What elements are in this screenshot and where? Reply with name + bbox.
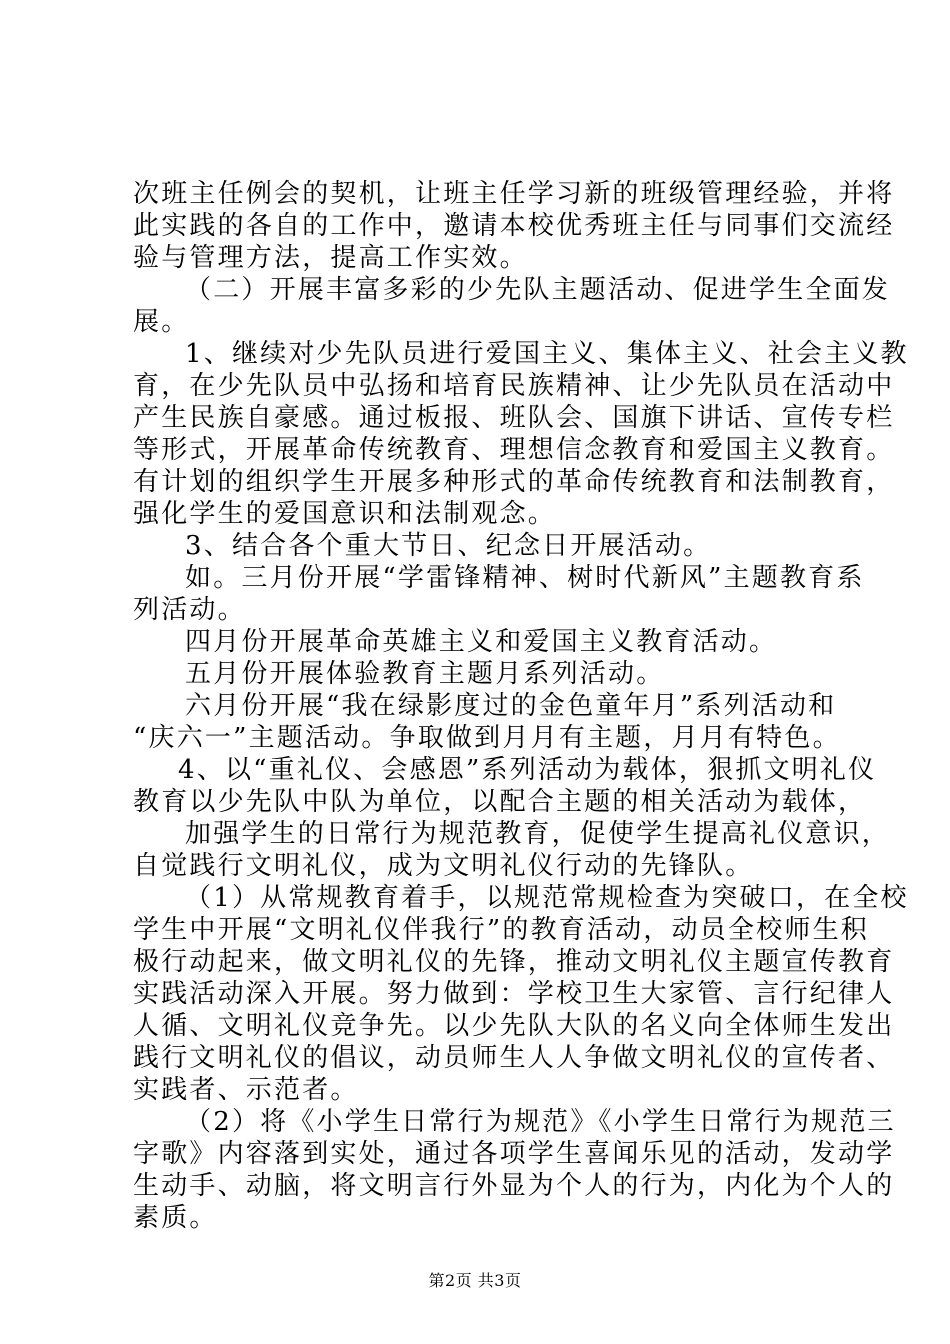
- paragraph-line: 此实践的各自的工作中，邀请本校优秀班主任与同事们交流经: [133, 211, 895, 241]
- paragraph-line: 四月份开展革命英雄主义和爱国主义教育活动。: [185, 627, 778, 657]
- paragraph-line: 产生民族自豪感。通过板报、班队会、国旗下讲话、宣传专栏: [133, 403, 895, 433]
- paragraph-line: 次班主任例会的契机，让班主任学习新的班级管理经验，并将: [133, 179, 895, 209]
- paragraph-line: 人循、文明礼仪竞争先。以少先队大队的名义向全体师生发出: [133, 1011, 895, 1041]
- section-heading-line: 展。: [133, 307, 190, 337]
- paragraph-line: 践行文明礼仪的倡议，动员师生人人争做文明礼仪的宣传者、: [133, 1043, 895, 1073]
- paragraph-line: 字歌》内容落到实处，通过各项学生喜闻乐见的活动，发动学: [133, 1139, 895, 1169]
- paragraph-line: 实践者、示范者。: [133, 1075, 359, 1105]
- paragraph-line: 有计划的组织学生开展多种形式的革命传统教育和法制教育，: [133, 467, 895, 497]
- paragraph-line: 如。三月份开展“学雷锋精神、树时代新风”主题教育系: [185, 563, 865, 593]
- paragraph-line: （1）从常规教育着手，以规范常规检查为突破口，在全校: [185, 883, 909, 913]
- paragraph-line: 4、以“重礼仪、会感恩”系列活动为载体，狠抓文明礼仪: [178, 755, 877, 785]
- paragraph-line: 生动手、动脑，将文明言行外显为个人的行为，内化为个人的: [133, 1171, 895, 1201]
- paragraph-line: 六月份开展“我在绿影度过的金色童年月”系列活动和: [185, 691, 837, 721]
- paragraph-line: 等形式，开展革命传统教育、理想信念教育和爱国主义教育。: [133, 435, 895, 465]
- paragraph-line: 验与管理方法，提高工作实效。: [133, 243, 528, 273]
- paragraph-line: 五月份开展体验教育主题月系列活动。: [185, 659, 665, 689]
- section-heading-line: （二）开展丰富多彩的少先队主题活动、促进学生全面发: [185, 275, 891, 305]
- paragraph-line: 实践活动深入开展。努力做到：学校卫生大家管、言行纪律人: [133, 979, 895, 1009]
- paragraph-line: 加强学生的日常行为规范教育，促使学生提高礼仪意识，: [185, 819, 891, 849]
- paragraph-line: （2）将《小学生日常行为规范》《小学生日常行为规范三: [185, 1107, 896, 1137]
- paragraph-line: “庆六一”主题活动。争取做到月月有主题，月月有特色。: [133, 723, 841, 753]
- paragraph-line: 教育以少先队中队为单位，以配合主题的相关活动为载体，: [133, 787, 867, 817]
- page-number-footer: 第2页 共3页: [428, 1271, 522, 1290]
- paragraph-line: 素质。: [133, 1203, 218, 1233]
- paragraph-line: 强化学生的爱国意识和法制观念。: [133, 499, 557, 529]
- paragraph-line: 1、继续对少先队员进行爱国主义、集体主义、社会主义教: [185, 339, 909, 369]
- paragraph-line: 3、结合各个重大节日、纪念日开展活动。: [185, 531, 712, 561]
- paragraph-line: 列活动。: [133, 595, 246, 625]
- paragraph-line: 育，在少先队员中弘扬和培育民族精神、让少先队员在活动中: [133, 371, 895, 401]
- paragraph-line: 极行动起来，做文明礼仪的先锋，推动文明礼仪主题宣传教育: [133, 947, 895, 977]
- paragraph-line: 学生中开展“文明礼仪伴我行”的教育活动，动员全校师生积: [133, 915, 869, 945]
- paragraph-line: 自觉践行文明礼仪，成为文明礼仪行动的先锋队。: [133, 851, 754, 881]
